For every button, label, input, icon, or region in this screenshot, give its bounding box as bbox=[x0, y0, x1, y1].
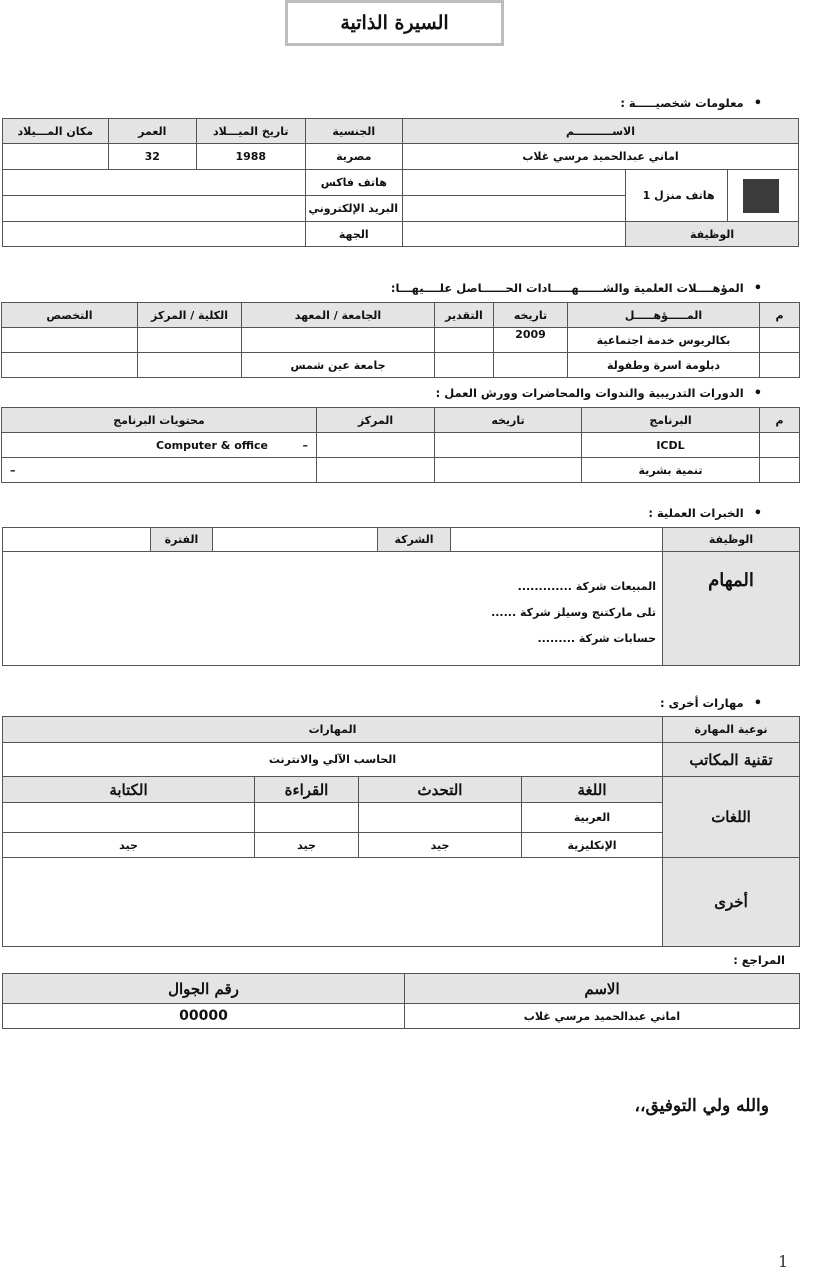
experience-table bbox=[2, 527, 800, 666]
bullet-icon: • bbox=[753, 96, 762, 111]
course-header: م bbox=[760, 408, 800, 433]
qual-header: المـــــؤهـــــل bbox=[568, 303, 760, 328]
course-header: المركز bbox=[317, 408, 435, 433]
value-fax bbox=[3, 170, 306, 196]
table-row: ICDL Computer & office – bbox=[2, 433, 800, 458]
references-heading: المراجع : bbox=[733, 953, 785, 967]
value-birth-place bbox=[3, 144, 109, 170]
header-skill-type: نوعية المهارة bbox=[663, 717, 800, 743]
skills-table bbox=[2, 716, 800, 947]
label-other: أخرى bbox=[663, 858, 800, 947]
personal-heading: •معلومات شخصيـــــة : bbox=[620, 96, 762, 111]
table-row: بكالريوس خدمة اجتماعية 2009 bbox=[2, 328, 800, 353]
table-row bbox=[3, 1004, 800, 1029]
tasks-cell bbox=[3, 552, 663, 666]
qualifications-heading: •المؤهــــلات العلمية والشــــــهـــــادات الحــــــاصل علــــيهـــا: bbox=[390, 281, 762, 296]
label-period: الفترة bbox=[151, 528, 213, 552]
label-languages: اللغات bbox=[663, 777, 800, 858]
experience-heading: •الخبرات العملية : bbox=[648, 506, 762, 521]
value-name: اماني عبدالحميد مرسي غلاب bbox=[403, 144, 799, 170]
closing-text: والله ولي التوفيق،، bbox=[634, 1096, 769, 1116]
header-ref-mobile: رقم الجوال bbox=[3, 974, 405, 1004]
value-age: 32 bbox=[108, 144, 196, 170]
header-age: العمر bbox=[108, 119, 196, 144]
header-ref-name: الاسم bbox=[405, 974, 800, 1004]
table-row: تنمية بشرية – bbox=[2, 458, 800, 483]
value-job bbox=[403, 222, 626, 247]
label-office-tech: تقنية المكاتب bbox=[663, 743, 800, 777]
header-skills: المهارات bbox=[3, 717, 663, 743]
courses-table bbox=[1, 407, 800, 483]
lang-header: التحدث bbox=[359, 777, 522, 803]
label-fax: هاتف فاكس bbox=[305, 170, 402, 196]
skills-heading: •مهارات أخرى : bbox=[660, 696, 762, 711]
list-item: تلى ماركتنج وسيلز شركة ...... bbox=[491, 606, 656, 619]
value-nationality: مصرية bbox=[305, 144, 402, 170]
bullet-icon: • bbox=[753, 506, 762, 521]
header-name: الاســــــــــم bbox=[403, 119, 799, 144]
label-exp-job: الوظيفة bbox=[663, 528, 800, 552]
page-number: 1 bbox=[778, 1252, 789, 1271]
value-other bbox=[3, 858, 663, 947]
value-office-tech: الحاسب الآلي والانترنت bbox=[3, 743, 663, 777]
courses-heading: •الدورات التدريبية والندوات والمحاضرات وورش العمل : bbox=[435, 386, 762, 401]
qual-header: التخصص bbox=[2, 303, 138, 328]
label-email: البريد الإلكتروني bbox=[305, 196, 402, 222]
value-email bbox=[3, 196, 306, 222]
bullet-icon: • bbox=[753, 386, 762, 401]
qual-header: تاريخه bbox=[494, 303, 568, 328]
header-birth-place: مكان المـــيلاد bbox=[3, 119, 109, 144]
label-job: الوظيفة bbox=[626, 222, 799, 247]
qual-header: م bbox=[760, 303, 800, 328]
list-item: المبيعات شركة ............. bbox=[517, 580, 656, 593]
bullet-icon: • bbox=[753, 696, 762, 711]
course-header: تاريخه bbox=[435, 408, 582, 433]
ref-mobile: 00000 bbox=[3, 1004, 405, 1029]
lang-header: القراءة bbox=[255, 777, 359, 803]
label-company: الشركة bbox=[378, 528, 451, 552]
value-birth-date: 1988 bbox=[197, 144, 306, 170]
course-header: البرنامج bbox=[582, 408, 760, 433]
table-row: العربية bbox=[3, 803, 800, 833]
table-row: دبلومة اسرة وطفولة جامعة عين شمس bbox=[2, 353, 800, 378]
value-employer bbox=[3, 222, 306, 247]
qual-header: الجامعة / المعهد bbox=[242, 303, 435, 328]
label-home-phone: هاتف منزل 1 bbox=[642, 189, 715, 202]
lang-header: اللغة bbox=[522, 777, 663, 803]
value-mobile bbox=[403, 196, 626, 222]
photo-placeholder bbox=[743, 179, 779, 213]
qualifications-table bbox=[1, 302, 800, 378]
qual-header: التقدير bbox=[435, 303, 494, 328]
table-row: الإنكليزية جيد جيد جيد bbox=[3, 833, 800, 858]
qual-header: الكلية / المركز bbox=[138, 303, 242, 328]
header-nationality: الجنسية bbox=[305, 119, 402, 144]
label-employer: الجهة bbox=[305, 222, 402, 247]
list-item: حسابات شركة ......... bbox=[537, 632, 656, 645]
ref-name: اماني عبدالحميد مرسي غلاب bbox=[405, 1004, 800, 1029]
lang-header: الكتابة bbox=[3, 777, 255, 803]
label-tasks: المهام bbox=[663, 552, 800, 666]
personal-table bbox=[2, 118, 799, 247]
value-home-phone bbox=[403, 170, 626, 196]
header-birth-date: تاريخ الميـــلاد bbox=[197, 119, 306, 144]
course-header: محتويات البرنامج bbox=[2, 408, 317, 433]
title-box bbox=[285, 0, 504, 46]
page-title: السيرة الذاتية bbox=[340, 12, 449, 34]
references-table bbox=[2, 973, 800, 1029]
bullet-icon: • bbox=[753, 281, 762, 296]
